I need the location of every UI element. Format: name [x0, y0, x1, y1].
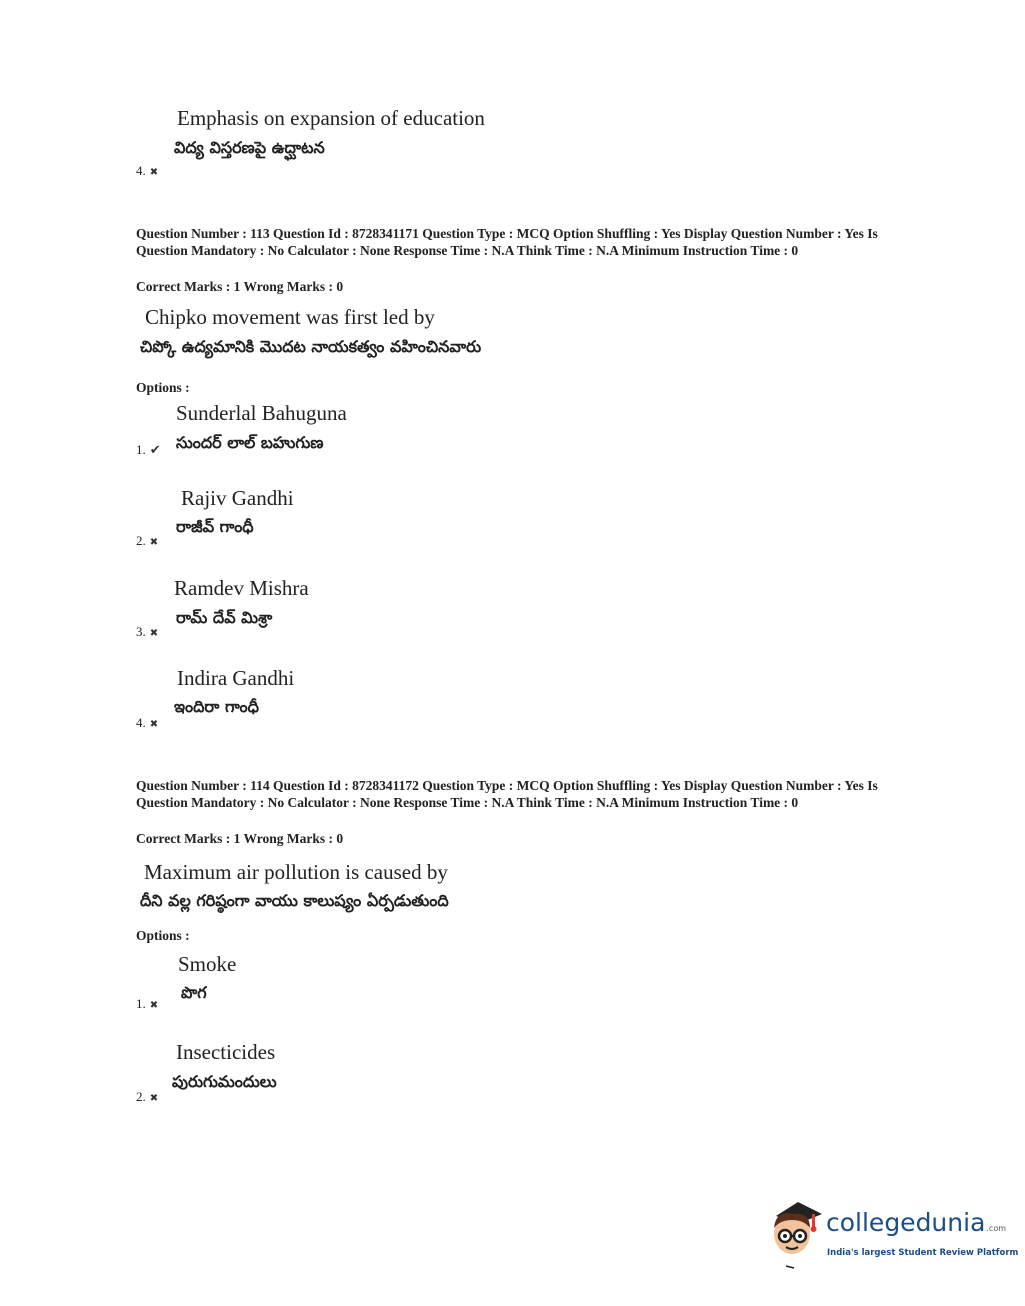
- q113-option-1-english: Sunderlal Bahuguna: [176, 401, 347, 425]
- q114-option-2-english: Insecticides: [176, 1040, 276, 1064]
- question-113-text-english: Chipko movement was first led by: [145, 305, 435, 329]
- question-113-marks: Correct Marks : 1 Wrong Marks : 0: [136, 279, 344, 294]
- prev-option-number: [136, 163, 158, 179]
- q113-option-3-telugu: రామ్ దేవ్ మిశ్రా: [176, 608, 273, 627]
- q113-option-4-telugu: ఇందిరా గాంధీ: [174, 697, 259, 716]
- question-114-meta: Question Number : 114 Question Id : 8728341172 Question Type : MCQ Option Shuffling : Yes Display Question Number : Yes Is Question Mandatory : No Calculator : None Response Time : N.A Think Time : N.A Minimum Instruction Time : 0: [136, 778, 878, 810]
- logo-suffix: .com: [986, 1224, 1007, 1233]
- option-number-label: 3.: [136, 624, 146, 639]
- option-number-label: 1.: [136, 442, 146, 457]
- q113-option-2-english: Rajiv Gandhi: [181, 486, 294, 510]
- question-114-options-label: Options :: [136, 928, 190, 943]
- cross-icon: ✖: [149, 167, 159, 178]
- option-number-label: 4.: [136, 163, 146, 178]
- q114-option-1-number: [136, 996, 158, 1012]
- cross-icon: ✖: [149, 628, 159, 639]
- question-113-options-label: Options :: [136, 380, 190, 395]
- question-113-meta: Question Number : 113 Question Id : 8728341171 Question Type : MCQ Option Shuffling : Yes Display Question Number : Yes Is Question Mandatory : No Calculator : None Response Time : N.A Think Time : N.A Minimum Instruction Time : 0: [136, 226, 878, 258]
- q113-option-1-number: [136, 442, 161, 458]
- prev-option-telugu: విద్య విస్తరణపై ఉద్ఘాటన: [174, 138, 325, 157]
- q113-option-4-number: [136, 715, 158, 731]
- check-icon: ✔: [149, 443, 161, 458]
- logo-name: collegedunia: [826, 1208, 986, 1237]
- q113-option-2-telugu: రాజీవ్ గాంధీ: [176, 517, 254, 536]
- q114-option-1-english: Smoke: [178, 952, 237, 976]
- q113-option-1-telugu: సుందర్ లాల్ బహుగుణ: [176, 433, 324, 452]
- option-number-label: 1.: [136, 996, 146, 1011]
- q113-option-4-english: Indira Gandhi: [177, 666, 295, 690]
- q113-option-3-english: Ramdev Mishra: [174, 576, 309, 600]
- question-113-text-telugu: చిప్కో ఉద్యమానికి మొదట నాయకత్వం వహించినవారు: [140, 337, 482, 356]
- cross-icon: ✖: [149, 719, 159, 730]
- question-114-marks: Correct Marks : 1 Wrong Marks : 0: [136, 831, 344, 846]
- q113-option-2-number: [136, 533, 158, 549]
- question-114-text-telugu: దీని వల్ల గరిష్ఠంగా వాయు కాలుష్యం ఏర్పడుతుంది: [140, 891, 449, 910]
- question-114-text-english: Maximum air pollution is caused by: [144, 860, 448, 884]
- q114-option-1-telugu: పొగ: [181, 983, 207, 1002]
- collegedunia-logo: [768, 1198, 1019, 1270]
- q114-option-2-number: [136, 1089, 158, 1105]
- prev-option-english: Emphasis on expansion of education: [177, 106, 485, 130]
- q114-option-2-telugu: పురుగుమందులు: [172, 1072, 277, 1091]
- option-number-label: 4.: [136, 715, 146, 730]
- option-number-label: 2.: [136, 533, 146, 548]
- cross-icon: ✖: [149, 1000, 159, 1011]
- option-number-label: 2.: [136, 1089, 146, 1104]
- cross-icon: ✖: [149, 1093, 159, 1104]
- logo-tagline: India's largest Student Review Platform: [827, 1248, 1019, 1258]
- logo-wordmark: [826, 1208, 1006, 1237]
- q113-option-3-number: [136, 624, 158, 640]
- cross-icon: ✖: [149, 537, 159, 548]
